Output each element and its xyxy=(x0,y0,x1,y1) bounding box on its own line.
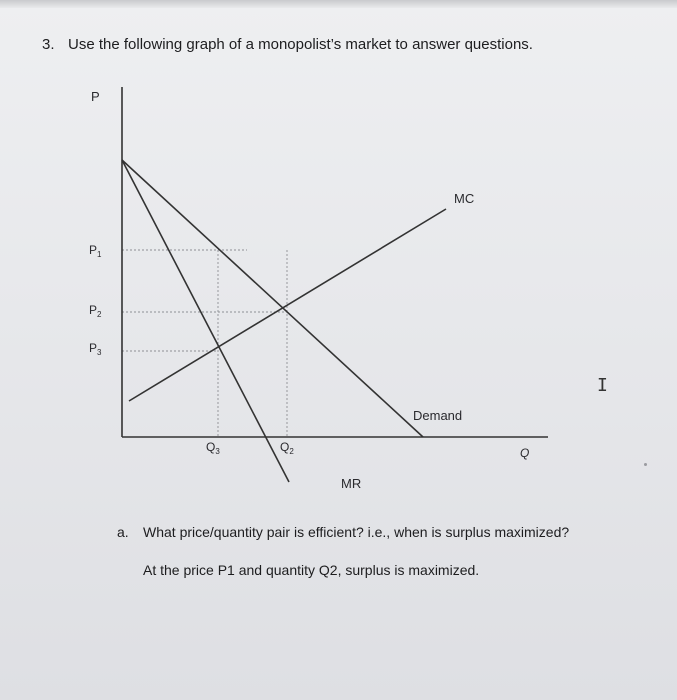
mr-curve xyxy=(122,160,289,482)
guide-lines xyxy=(122,250,287,437)
mc-label: MC xyxy=(454,191,475,206)
y-axis-label: P xyxy=(91,89,100,104)
dust-speck xyxy=(644,463,647,466)
question-text: Use the following graph of a monopolist’s market to answer questions. xyxy=(68,36,533,53)
price-label-p3: $P_3$ xyxy=(89,341,102,357)
mr-label: MR xyxy=(341,476,362,491)
sub-question-a xyxy=(117,524,569,540)
quantity-label-q2: $Q_2$ xyxy=(280,440,294,456)
quantity-label-q3: $Q_3$ xyxy=(206,440,220,456)
text-cursor-icon: I xyxy=(597,375,608,396)
sub-question-text: What price/quantity pair is efficient? i.e., when is surplus maximized? xyxy=(143,524,570,540)
price-label-p2: $P_2$ xyxy=(89,303,102,319)
answer-text[interactable]: At the price P1 and quantity Q2, surplus is maximized. xyxy=(143,562,480,578)
sub-question-letter: a. xyxy=(117,524,129,540)
x-axis-label: Q xyxy=(520,446,530,460)
mc-curve xyxy=(129,209,446,401)
demand-label: Demand xyxy=(413,408,463,423)
price-label-p1: $P_1$ xyxy=(89,243,102,259)
question-number: 3. xyxy=(42,36,55,53)
demand-curve xyxy=(122,160,423,437)
